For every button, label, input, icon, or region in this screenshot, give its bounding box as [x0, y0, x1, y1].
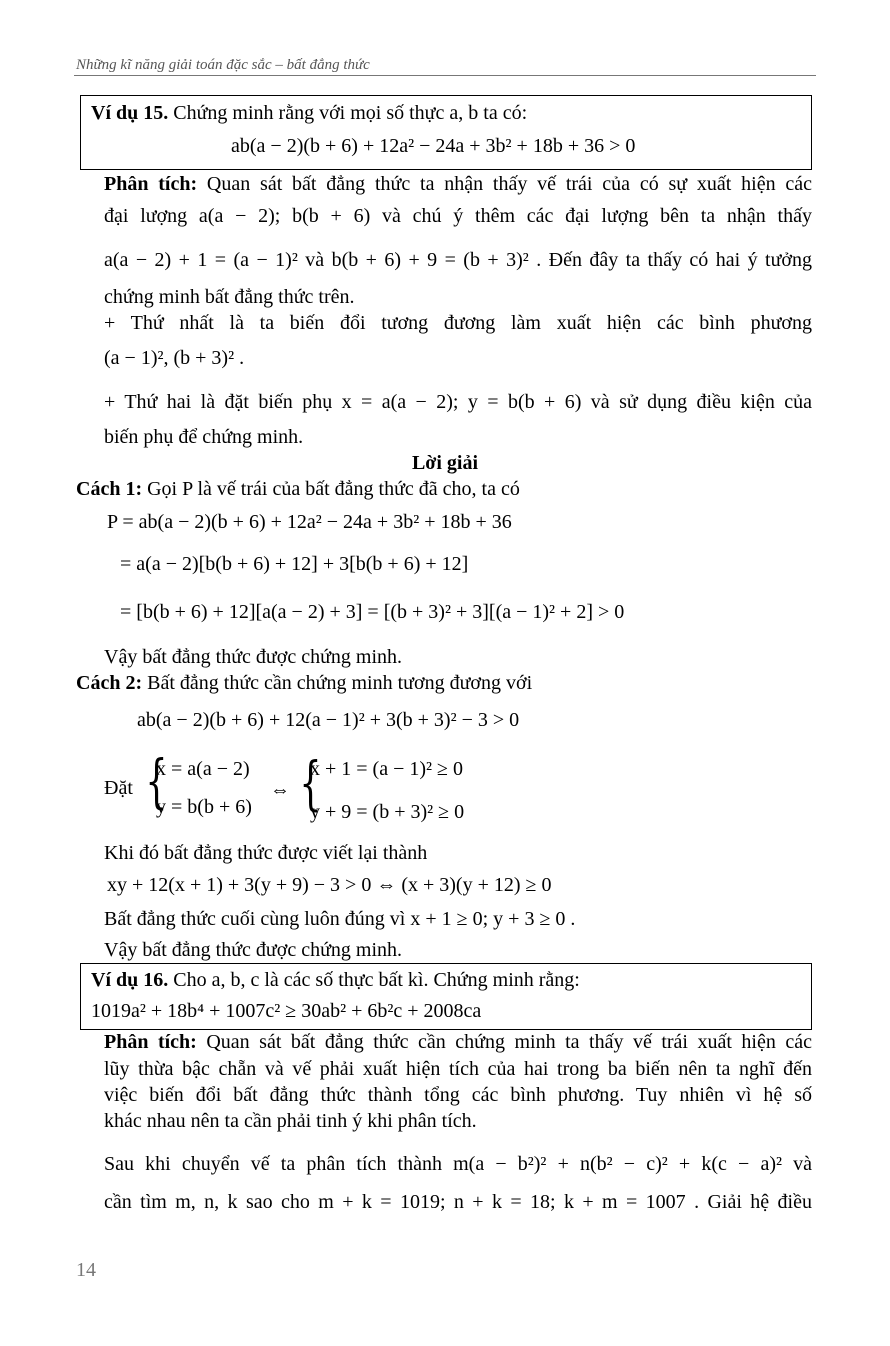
method-2-conclusion: Vậy bất đẳng thức được chứng minh.: [104, 939, 403, 961]
method-1-conclusion: Vậy bất đẳng thức được chứng minh.: [104, 646, 403, 668]
analysis-16-line-5: Sau khi chuyển vế ta phân tích thành m(a − b²)² + n(b² − c)² + k(c − a)² và: [104, 1153, 812, 1175]
running-header: Những kĩ năng giải toán đặc sắc – bất đẳng thức: [76, 57, 370, 73]
system-2-line-2: y + 9 = (b + 3)² ≥ 0: [310, 801, 465, 823]
analysis-16-line-4: khác nhau nên ta cần phải tinh ý khi phân tích.: [104, 1110, 477, 1132]
example-16-box: [80, 963, 812, 1030]
equivalence-symbol: ⇔: [270, 779, 290, 801]
method-2-rewrite: Khi đó bất đẳng thức được viết lại thành: [104, 842, 428, 864]
method-1-intro: Cách 1: Gọi P là vế trái của bất đẳng thức đã cho, ta có: [76, 478, 520, 500]
analysis-15-line-2: đại lượng a(a − 2); b(b + 6) và chú ý thêm các đại lượng bên ta nhận thấy: [104, 205, 812, 227]
method-2-eq-2: xy + 12(x + 1) + 3(y + 9) − 3 > 0 ⇔ (x + 3)(y + 12) ≥ 0: [107, 874, 552, 896]
solution-title: Lời giải: [411, 452, 479, 474]
example-16-formula: 1019a² + 18b⁴ + 1007c² ≥ 30ab² + 6b²c + 2008ca: [91, 1000, 482, 1022]
analysis-16-line-2: lũy thừa bậc chẵn và vế phải xuất hiện tích của hai trong ba biến nên ta nghĩ đến: [104, 1058, 812, 1080]
header-rule: [74, 75, 816, 76]
system-1-line-2: y = b(b + 6): [156, 796, 252, 818]
analysis-15-line-6: (a − 1)², (b + 3)² .: [104, 347, 245, 369]
left-brace-1: {: [145, 747, 168, 815]
analysis-15-line-4: chứng minh bất đẳng thức trên.: [104, 286, 355, 308]
method-2-set-label: Đặt: [104, 777, 133, 799]
example-15-statement: Ví dụ 15. Chứng minh rằng với mọi số thực a, b ta có:: [91, 102, 528, 124]
example-15-formula: ab(a − 2)(b + 6) + 12a² − 24a + 3b² + 18b + 36 > 0: [231, 135, 636, 157]
method-1-eq-1: P = ab(a − 2)(b + 6) + 12a² − 24a + 3b² + 18b + 36: [107, 511, 512, 533]
example-15-box: [80, 95, 812, 170]
analysis-15-line-3: a(a − 2) + 1 = (a − 1)² và b(b + 6) + 9 = (b + 3)² . Đến đây ta thấy có hai ý tưởng: [104, 249, 812, 271]
method-1-eq-3: = [b(b + 6) + 12][a(a − 2) + 3] = [(b + 3)² + 3][(a − 1)² + 2] > 0: [120, 601, 625, 623]
analysis-16-line-3: việc biến đổi bất đẳng thức thành tổng các bình phương. Tuy nhiên vì hệ số: [104, 1084, 812, 1106]
analysis-16-line-1: Phân tích: Quan sát bất đẳng thức cần chứng minh ta thấy vế trái xuất hiện các: [104, 1031, 812, 1053]
analysis-15-line-5: + Thứ nhất là ta biến đổi tương đương làm xuất hiện các bình phương: [104, 312, 812, 334]
method-2-eq-1: ab(a − 2)(b + 6) + 12(a − 1)² + 3(b + 3)² − 3 > 0: [137, 709, 520, 731]
page-number: 14: [76, 1259, 96, 1281]
method-1-eq-2: = a(a − 2)[b(b + 6) + 12] + 3[b(b + 6) + 12]: [120, 553, 469, 575]
example-16-statement: Ví dụ 16. Cho a, b, c là các số thực bất kì. Chứng minh rằng:: [91, 969, 580, 991]
left-brace-2: {: [299, 749, 322, 817]
analysis-15-line-7: + Thứ hai là đặt biến phụ x = a(a − 2); y = b(b + 6) và sử dụng điều kiện của: [104, 391, 812, 413]
analysis-16-line-6: cần tìm m, n, k sao cho m + k = 1019; n + k = 18; k + m = 1007 . Giải hệ điều: [104, 1191, 812, 1213]
system-1-line-1: x = a(a − 2): [156, 758, 250, 780]
analysis-15-line-1: Phân tích: Quan sát bất đẳng thức ta nhận thấy vế trái của có sự xuất hiện các: [104, 173, 812, 195]
example-15-label: Ví dụ 15.: [91, 102, 169, 124]
method-2-final: Bất đẳng thức cuối cùng luôn đúng vì x + 1 ≥ 0; y + 3 ≥ 0 .: [104, 908, 576, 930]
analysis-15-line-8: biến phụ để chứng minh.: [104, 426, 304, 448]
system-2-line-1: x + 1 = (a − 1)² ≥ 0: [310, 758, 464, 780]
method-2-intro: Cách 2: Bất đẳng thức cần chứng minh tương đương với: [76, 672, 533, 694]
